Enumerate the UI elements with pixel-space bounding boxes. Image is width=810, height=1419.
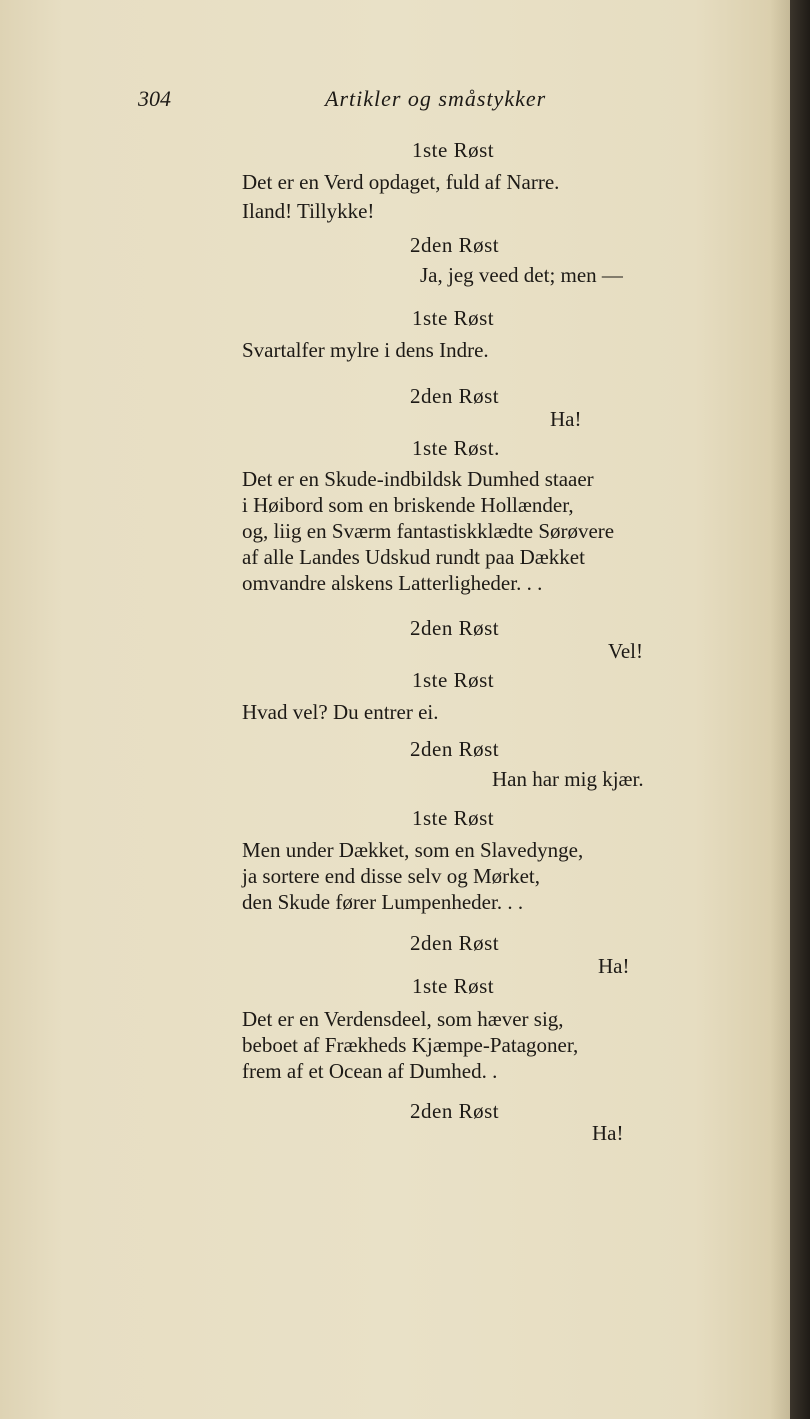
verse-line: Det er en Skude-indbildsk Dumhed staaer	[242, 467, 594, 491]
verse-line: af alle Landes Udskud rundt paa Dækket	[242, 545, 585, 569]
speaker-label: 1ste Røst	[412, 974, 495, 998]
speaker-label: 1ste Røst.	[412, 436, 500, 460]
speaker-label: 1ste Røst	[412, 806, 495, 830]
verse-line: Ha!	[550, 407, 582, 431]
verse-line: Men under Dækket, som en Slavedynge,	[242, 838, 584, 862]
speaker-label: 2den Røst	[410, 384, 500, 408]
speaker-label: 2den Røst	[410, 737, 500, 761]
verse-line: omvandre alskens Latterligheder. . .	[242, 571, 543, 595]
speaker-label: 2den Røst	[410, 233, 500, 257]
verse-line: den Skude fører Lumpenheder. . .	[242, 890, 524, 914]
verse-line: Svartalfer mylre i dens Indre.	[242, 338, 489, 362]
verse-line: Ha!	[592, 1121, 624, 1145]
speaker-label: 2den Røst	[410, 1099, 500, 1123]
verse-line: ja sortere end disse selv og Mørket,	[242, 864, 541, 888]
book-edge	[790, 0, 810, 1419]
verse-line: beboet af Frækheds Kjæmpe-Patagoner,	[242, 1033, 579, 1057]
verse-line: Det er en Verdensdeel, som hæver sig,	[242, 1007, 564, 1031]
verse-line: Ha!	[598, 954, 630, 978]
verse-line: Ja, jeg veed det; men —	[420, 263, 623, 287]
verse-line: Vel!	[608, 639, 643, 663]
verse-line: i Høibord som en briskende Hollænder,	[242, 493, 574, 517]
verse-line: Det er en Verd opdaget, fuld af Narre.	[242, 170, 560, 194]
verse-line: frem af et Ocean af Dumhed. .	[242, 1059, 498, 1083]
speaker-label: 2den Røst	[410, 931, 500, 955]
speaker-label: 1ste Røst	[412, 138, 495, 162]
verse-line: og, liig en Sværm fantastiskklædte Sørøvere	[242, 519, 615, 543]
speaker-label: 2den Røst	[410, 616, 500, 640]
verse-line: Iland! Tillykke!	[242, 199, 375, 223]
running-title: Artikler og småstykker	[325, 86, 547, 111]
speaker-label: 1ste Røst	[412, 668, 495, 692]
verse-line: Han har mig kjær.	[492, 767, 644, 791]
verse-line: Hvad vel? Du entrer ei.	[242, 700, 439, 724]
speaker-label: 1ste Røst	[412, 306, 495, 330]
page-number: 304	[138, 86, 171, 111]
